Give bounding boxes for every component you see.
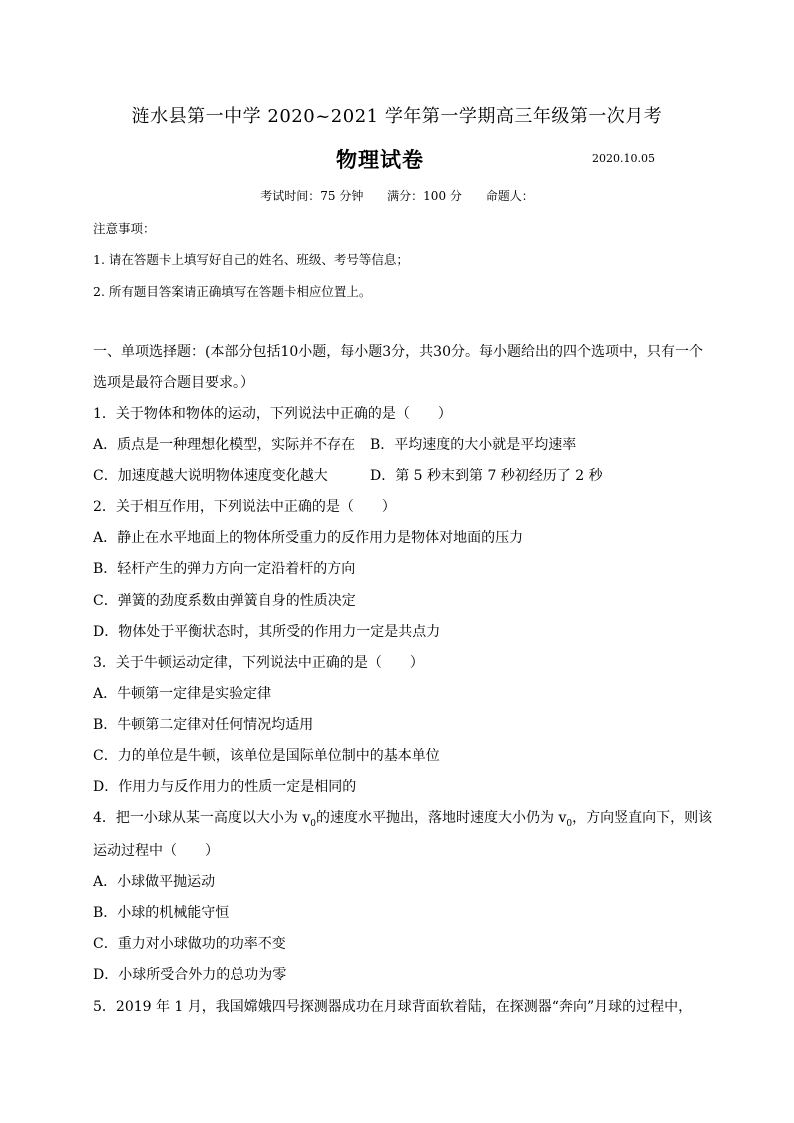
- q4-subscript: 0: [566, 818, 573, 829]
- question-4-option-c: C．重力对小球做功的功率不变: [93, 936, 286, 952]
- question-2-option-c: C．弹簧的劲度系数由弹簧自身的性质决定: [93, 593, 356, 609]
- question-4-option-b: B．小球的机械能守恒: [93, 905, 230, 921]
- q4-stem-part2: 的速度水平抛出，落地时速度大小仍为 v: [316, 810, 567, 826]
- question-4-stem: [93, 807, 712, 829]
- question-3-stem: 3．关于牛顿运动定律，下列说法中正确的是（ ）: [93, 655, 424, 671]
- q4-stem-part3: ，方向竖直向下，则该: [572, 810, 713, 826]
- question-2-option-a: A．静止在水平地面上的物体所受重力的反作用力是物体对地面的压力: [93, 530, 524, 546]
- note-item: 1. 请在答题卡上填写好自己的姓名、班级、考号等信息；: [93, 252, 409, 267]
- question-3-option-b: B．牛顿第二定律对任何情况均适用: [93, 717, 314, 733]
- question-1-option-b: B．平均速度的大小就是平均速率: [370, 437, 577, 453]
- exam-time: 考试时间：75 分钟: [260, 189, 364, 203]
- question-2-option-b: B．轻杆产生的弹力方向一定沿着杆的方向: [93, 561, 356, 577]
- question-1-option-d: D．第 5 秒末到第 7 秒初经历了 2 秒: [370, 468, 603, 484]
- q4-subscript: 0: [310, 818, 317, 829]
- q4-stem-part1: 4．把一小球从某一高度以大小为 v: [93, 810, 311, 826]
- subject-title: 物理试卷: [336, 147, 424, 172]
- exam-meta: [0, 187, 794, 204]
- question-5-stem: 5．2019 年 1 月，我国嫦娥四号探测器成功在月球背面软着陆，在探测器“奔向”月球的过程中，: [93, 999, 693, 1015]
- question-setter: 命题人：: [485, 189, 534, 203]
- exam-date: 2020.10.05: [592, 152, 655, 165]
- section-heading-cont: 选项是最符合题目要求。）: [93, 375, 254, 391]
- question-3-option-d: D．作用力与反作用力的性质一定是相同的: [93, 779, 357, 795]
- question-4-option-d: D．小球所受合外力的总功为零: [93, 967, 287, 983]
- section-heading: 一、单项选择题：(本部分包括10小题，每小题3分，共30分。每小题给出的四个选项中，只有一个: [93, 344, 703, 360]
- question-3-option-c: C．力的单位是牛顿，该单位是国际单位制中的基本单位: [93, 748, 440, 764]
- question-3-option-a: A．牛顿第一定律是实验定律: [93, 686, 272, 702]
- question-2-stem: 2．关于相互作用，下列说法中正确的是（ ）: [93, 499, 396, 515]
- note-item: 2. 所有题目答案请正确填写在答题卡相应位置上。: [93, 284, 372, 299]
- question-1-stem: 1．关于物体和物体的运动，下列说法中正确的是（ ）: [93, 406, 452, 422]
- question-2-option-d: D．物体处于平衡状态时，其所受的作用力一定是共点力: [93, 624, 441, 640]
- full-score: 满分：100 分: [387, 189, 462, 203]
- notes-heading: 注意事项：: [93, 221, 156, 236]
- question-4-stem-cont: 运动过程中（ ）: [93, 843, 219, 859]
- question-4-option-a: A．小球做平抛运动: [93, 874, 216, 890]
- question-1-option-a: A．质点是一种理想化模型，实际并不存在: [93, 437, 356, 453]
- question-1-option-c: C．加速度越大说明物体速度变化越大: [93, 468, 328, 484]
- exam-title: 涟水县第一中学 2020~2021 学年第一学期高三年级第一次月考: [131, 106, 663, 127]
